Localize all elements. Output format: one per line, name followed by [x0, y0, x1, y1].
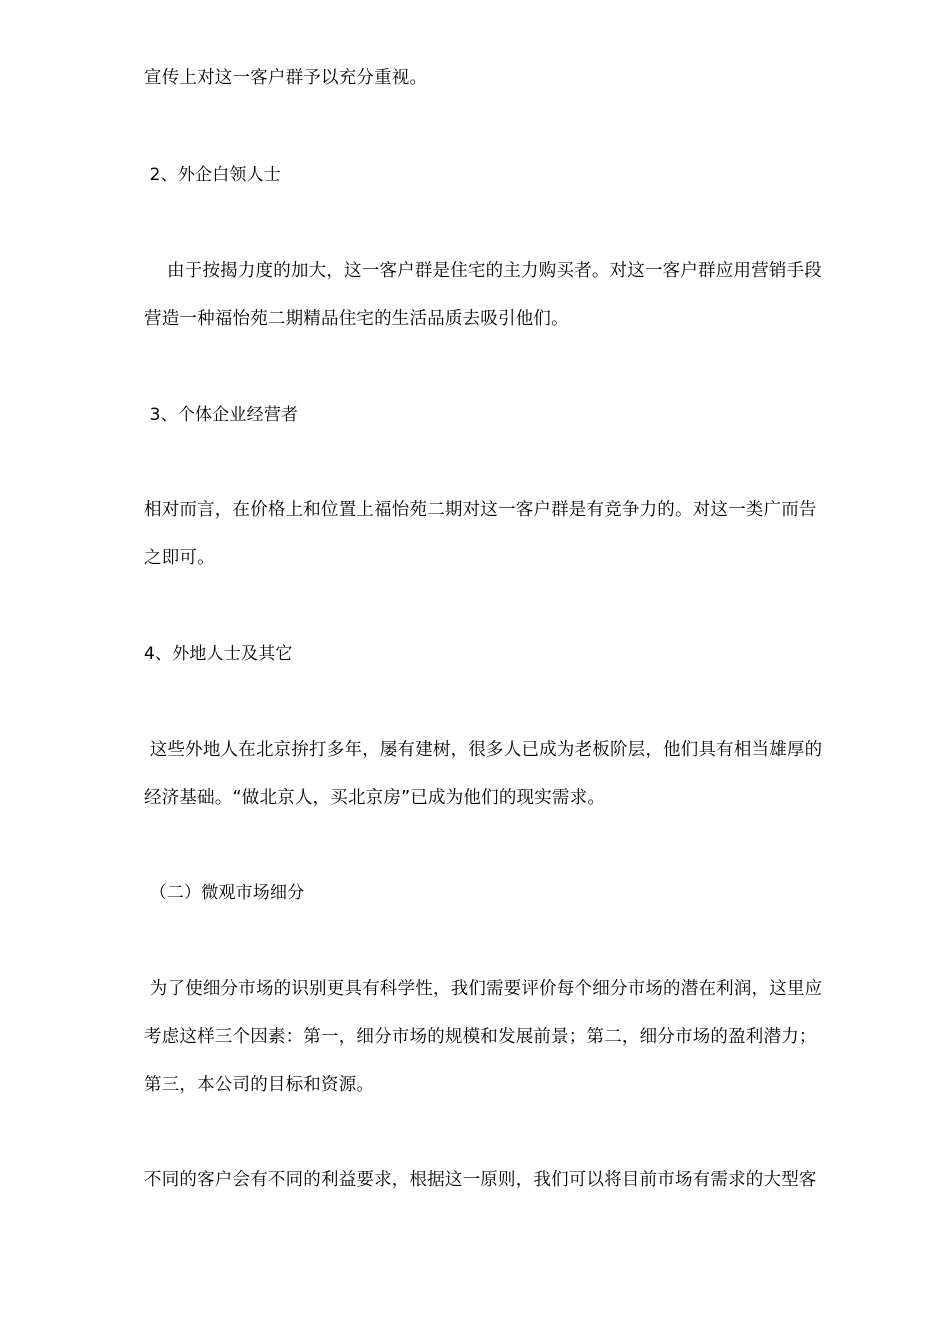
paragraph-line: 宣传上对这一客户群予以充分重视。 [144, 68, 428, 88]
section-heading-2: 2、外企白领人士 [144, 165, 282, 185]
section-heading-micro-market: （二）微观市场细分 [144, 883, 305, 903]
section-heading-4: 4、外地人士及其它 [144, 644, 293, 664]
paragraph-line: 这些外地人在北京拚打多年，屡有建树，很多人已成为老板阶层，他们具有相当雄厚的 [144, 740, 823, 760]
section-heading-3: 3、个体企业经营者 [144, 405, 299, 425]
paragraph-line: 营造一种福怡苑二期精品住宅的生活品质去吸引他们。 [144, 309, 569, 329]
paragraph-line: 之即可。 [144, 548, 215, 568]
paragraph-line: 第三，本公司的目标和资源。 [144, 1075, 375, 1095]
paragraph-line: 经济基础。“做北京人，买北京房”已成为他们的现实需求。 [144, 788, 606, 808]
paragraph-line: 相对而言，在价格上和位置上福怡苑二期对这一客户群是有竞争力的。对这一类广而告 [144, 500, 817, 520]
paragraph-line: 考虑这样三个因素：第一，细分市场的规模和发展前景；第二，细分市场的盈利潜力； [144, 1027, 817, 1047]
paragraph-line: 由于按揭力度的加大，这一客户群是住宅的主力购买者。对这一客户群应用营销手段 [144, 261, 822, 281]
paragraph-line: 为了使细分市场的识别更具有科学性，我们需要评价每个细分市场的潜在利润，这里应 [144, 979, 823, 999]
paragraph-line: 不同的客户会有不同的利益要求，根据这一原则，我们可以将目前市场有需求的大型客 [144, 1170, 817, 1190]
